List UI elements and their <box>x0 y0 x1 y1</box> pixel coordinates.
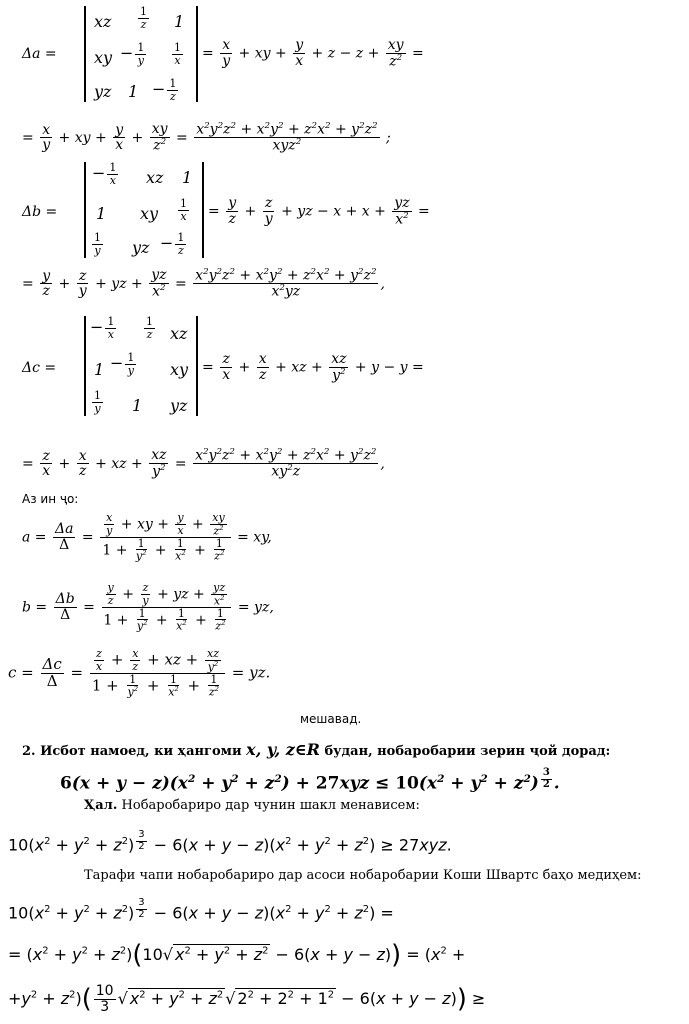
result-a: a = $\frac{\Delta a}{\Delta}$ = $\frac{x}{y}$ + xy + $\frac{y}{x}$ + $\frac{xy}{z^2}$ 1 + $\frac{1}{y^2}$ + $\frac{1}{x^2}$ + $\frac{1}{z^2}$ = xy, <box>22 511 272 563</box>
delta-a-determinant: xz $\frac{1}{z}$ 1 xy − $\frac{1}{y}$ $\frac{1}{x}$ yz 1 − $\frac{1}{z}$ <box>84 6 198 102</box>
rewritten-inequality: $10(x^2 + y^2 + z^2)$ $^{\frac{3}{2}}$ − $6(x + y - z)(x^2 + y^2 + z^2) \ge 27xyz$. <box>8 829 452 855</box>
hal-text: Нобаробариро дар чунин шакл менависем: <box>121 798 420 813</box>
delta-c-rhs2: = $\frac{z}{x}$ + $\frac{x}{z}$ + xz + $\frac{xz}{y^2}$ = $\frac{x^2y^2z^2 + x^2y^2 + z^2x^2 + y^2z^2}{xy^2z}$ , <box>22 447 385 480</box>
hal-label: Ҳал. <box>84 798 118 813</box>
problem-statement <box>22 740 610 759</box>
koshi-line-2: = $(x^2 + y^2 + z^2)(10√$ $x^2 + y^2 + z^2 - 6(x + y - z)) = (x^2$ + <box>8 940 466 970</box>
problem-tail: будан, нобаробарии зерин ҷой дорад: <box>324 744 611 759</box>
delta-c-rhs1: = $\frac{z}{x}$ + $\frac{x}{z}$ + xz + $\frac{xz}{y^2}$ + y − y = <box>202 351 424 384</box>
problem-intro: 2. Исбот намоед, ки ҳангоми <box>22 744 242 759</box>
delta-c-determinant: − $\frac{1}{x}$ $\frac{1}{z}$ xz 1 − $\frac{1}{y}$ xy $\frac{1}{y}$ 1 yz <box>84 316 198 416</box>
result-a-value: = xy, <box>237 529 272 546</box>
delta-b-label: Δb = <box>22 204 58 220</box>
delta-a-label: Δa = <box>22 46 57 62</box>
delta-a-rhs2: = $\frac{x}{y}$ + xy + $\frac{y}{x}$ + $\frac{xy}{z^2}$ = $\frac{x^2y^2z^2 + x^2y^2 + z^2x^2 + y^2z^2}{xyz^2}$ ; <box>22 121 391 154</box>
delta-c-label: Δc = <box>22 360 57 376</box>
problem-vars: x, y, z∈R <box>246 740 320 759</box>
meshavad-text: мешавад. <box>300 712 362 726</box>
delta-a-rhs1: = $\frac{x}{y}$ + xy + $\frac{y}{x}$ + z − z + $\frac{xy}{z^2}$ = <box>202 37 424 70</box>
koshi-text: Тарафи чапи нобаробариро дар асоси нобаробарии Коши Швартс баҳо медиҳем: <box>84 868 642 883</box>
problem-inequality: $6(x + y - z)(x^2 + y^2 + z^2) + 27xyz \le 10(x^2 + y^2 + z^2)$ $^{\frac{3}{2}}$ . <box>60 767 560 794</box>
delta-b-rhs1: = $\frac{y}{z}$ + $\frac{z}{y}$ + yz − x + x + $\frac{yz}{x^2}$ = <box>208 195 430 228</box>
result-c: c = $\frac{\Delta c}{\Delta}$ = $\frac{z}{x}$ + $\frac{x}{z}$ + xz + $\frac{xz}{y^2}$ 1 + $\frac{1}{y^2}$ + $\frac{1}{x^2}$ + $\frac{1}{z^2}$ = yz. <box>8 647 271 699</box>
result-b-value: = yz, <box>237 599 274 616</box>
delta-b-rhs2: = $\frac{y}{z}$ + $\frac{z}{y}$ + yz + $\frac{yz}{x^2}$ = $\frac{x^2y^2z^2 + x^2y^2 + z^2x^2 + y^2z^2}{x^2yz}$ , <box>22 267 385 300</box>
delta-b-determinant: − $\frac{1}{x}$ xz 1 1 xy $\frac{1}{x}$ $\frac{1}{y}$ yz − $\frac{1}{z}$ <box>84 162 204 258</box>
koshi-line-3: $+y^2 + z^2$)( $\frac{10}{3}$ √ $x^2 + y^2 + z^2$ √ $2^2 + 2^2 + 1^2 - 6(x + y - z)$) ≥ <box>8 983 486 1015</box>
az-in-cho-label: Аз ин ҷо: <box>22 492 79 506</box>
result-c-value: = yz. <box>231 663 271 682</box>
result-b: b = $\frac{\Delta b}{\Delta}$ = $\frac{y}{z}$ + $\frac{z}{y}$ + yz + $\frac{yz}{x^2}$ 1 + $\frac{1}{y^2}$ + $\frac{1}{x^2}$ + $\frac{1}{z^2}$ = yz, <box>22 581 274 633</box>
koshi-line-1: $10(x^2 + y^2 + z^2)$ $^{\frac{3}{2}}$ − $6(x + y - z)(x^2 + y^2 + z^2)$ = <box>8 897 394 923</box>
solution-intro <box>84 798 420 813</box>
